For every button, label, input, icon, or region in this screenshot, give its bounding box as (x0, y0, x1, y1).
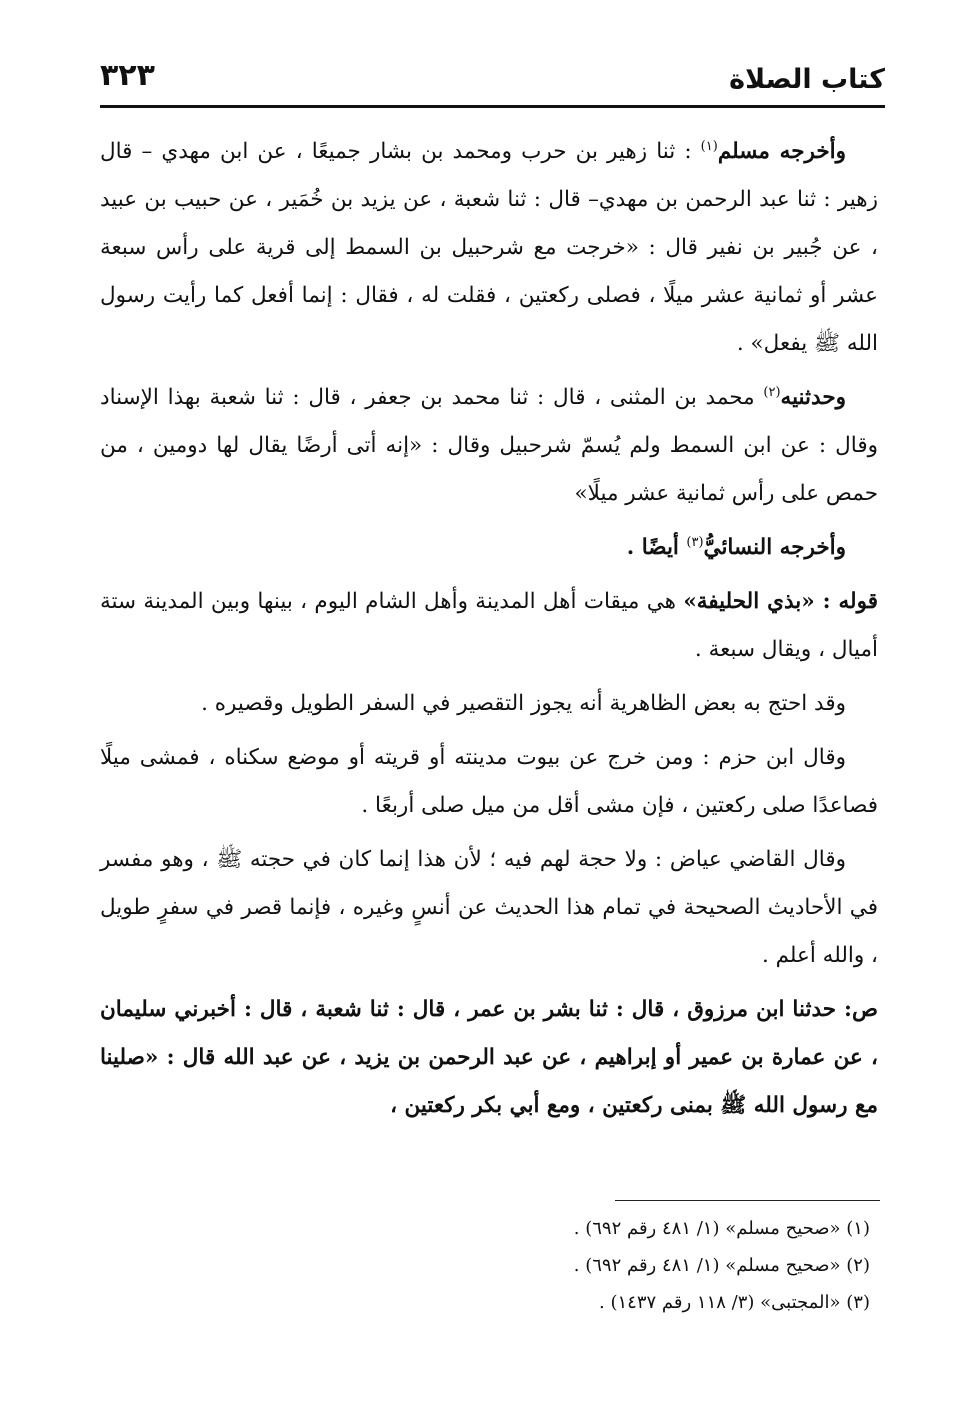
paragraph-lead: قوله : «بذي الحليفة» (683, 589, 878, 614)
footnote-1: (١) «صحيح مسلم» (١/ ٤٨١ رقم ٦٩٢) . (573, 1218, 870, 1239)
footnote-ref-1: (١) (700, 138, 718, 154)
paragraph-hadith: ص: حدثنا ابن مرزوق ، قال : ثنا بشر بن عمر ، قال : ثنا شعبة ، قال : أخبرني سليمان ، عن عمارة بن عمير أو إبراهيم ، عن عبد الرحمن بن يزيد ، عن عبد الله قال : «صلينا مع رسول الله ﷺ بمنى ركعتين ، ومع أبي بكر ركعتين ، (100, 997, 878, 1118)
footnote-ref-3: (٣) (686, 534, 704, 550)
footnotes (100, 1210, 870, 1321)
chapter-title: كتاب الصلاة (729, 64, 885, 95)
footnote-3: (٣) «المجتبى» (٣/ ١١٨ رقم ١٤٣٧) . (599, 1292, 870, 1313)
paragraph-lead: وحدثنيه (780, 385, 846, 410)
footnote-2: (٢) «صحيح مسلم» (١/ ٤٨١ رقم ٦٩٢) . (573, 1255, 870, 1276)
paragraph-lead: وأخرجه مسلم (717, 139, 846, 164)
paragraph-nasai (100, 524, 878, 572)
paragraph-dhul-hulayfa (100, 578, 878, 674)
page-header (100, 58, 885, 108)
footnote-ref-2: (٢) (763, 384, 781, 400)
paragraph-qadi-iyad: وقال القاضي عياض : ولا حجة لهم فيه ؛ لأن هذا إنما كان في حجته ﷺ ، وهو مفسر في الأحاديث الصحيحة في تمام هذا الحديث عن أنسٍ وغيره ، فإنما قصر في سفرٍ طويل ، والله أعلم . (100, 847, 878, 968)
paragraph-zahiriyya: وقد احتج به بعض الظاهرية أنه يجوز التقصير في السفر الطويل وقصيره . (201, 691, 846, 716)
paragraph-text: : ثنا زهير بن حرب ومحمد بن بشار جميعًا ، عن ابن مهدي – قال زهير : ثنا عبد الرحمن بن مهدي– قال : ثنا شعبة ، عن يزيد بن خُمَير ، عن حبيب بن عبيد ، عن جُبير بن نفير قال : «خرجت مع شرحبيل بن السمط إلى قرية على رأس سبعة عشر أو ثمانية عشر ميلًا ، فصلى ركعتين ، فقلت له ، فقال : إنما أفعل كما رأيت رسول الله ﷺ يفعل» . (100, 139, 878, 356)
paragraph-text: محمد بن المثنى ، قال : ثنا محمد بن جعفر ، قال : ثنا شعبة بهذا الإسناد وقال : عن ابن السمط ولم يُسمّ شرحبيل وقال : «إنه أتى أرضًا يقال لها دومين ، من حمص على رأس ثمانية عشر ميلًا» (100, 385, 879, 506)
paragraph-tail: أيضًا . (626, 535, 687, 560)
main-text (100, 128, 878, 1130)
paragraph-text: هي ميقات أهل المدينة وأهل الشام اليوم ، بينها وبين المدينة ستة أميال ، ويقال سبعة . (100, 589, 878, 662)
paragraph-haddathanihi (100, 374, 878, 518)
footnote-separator (615, 1200, 880, 1201)
paragraph-ibn-hazm: وقال ابن حزم : ومن خرج عن بيوت مدينته أو قريته أو موضع سكناه ، فمشى ميلًا فصاعدًا صلى ركعتين ، فإن مشى أقل من ميل صلى أربعًا . (100, 745, 878, 818)
page-number: ٣٢٣ (100, 58, 155, 93)
paragraph-lead: وأخرجه النسائيُّ (703, 535, 846, 560)
paragraph-muslim (100, 128, 878, 368)
